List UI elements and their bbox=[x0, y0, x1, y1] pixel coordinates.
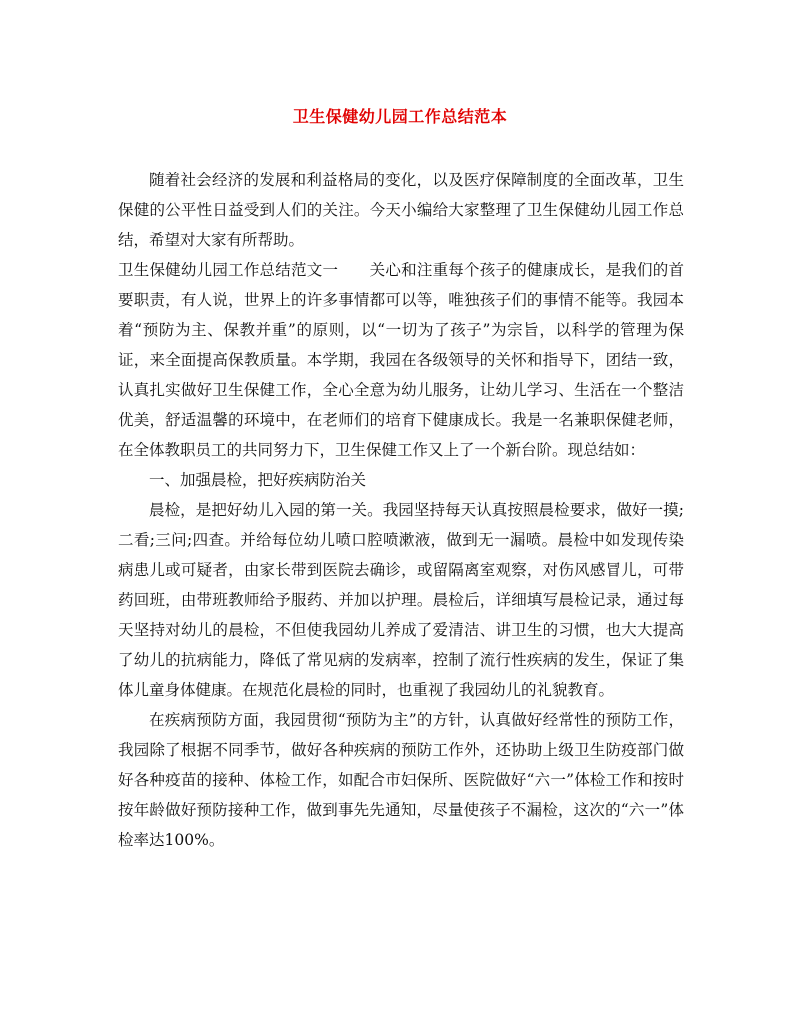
paragraph-intro: 随着社会经济的发展和利益格局的变化，以及医疗保障制度的全面改革，卫生保健的公平性日益受到人们的关注。今天小编给大家整理了卫生保健幼儿园工作总结，希望对大家有所帮助。 bbox=[118, 171, 684, 249]
document-body bbox=[118, 165, 684, 855]
paragraph-sample-one: 卫生保健幼儿园工作总结范文一 关心和注重每个孩子的健康成长，是我们的首要职责，有人说，世界上的许多事情都可以等，唯独孩子们的事情不能等。我园本着“预防为主、保教并重”的原则，以“一切为了孩子”为宗旨，以科学的管理为保证，来全面提高保教质量。本学期，我园在各级领导的关怀和指导下，团结一致，认真扎实做好卫生保健工作，全心全意为幼儿服务，让幼儿学习、生活在一个整洁优美，舒适温馨的环境中，在老师们的培育下健康成长。我是一名兼职保健老师，在全体教职员工的共同努力下，卫生保健工作又上了一个新台阶。现总结如： bbox=[118, 261, 684, 459]
paragraph-disease-prevention: 在疾病预防方面，我园贯彻“预防为主”的方针，认真做好经常性的预防工作，我园除了根据不同季节，做好各种疾病的预防工作外，还协助上级卫生防疫部门做好各种疫苗的接种、体检工作，如配合市妇保所、医院做好“六一”体检工作和按时按年龄做好预防接种工作，做到事先先通知，尽量使孩子不漏检，这次的“六一”体检率达100%。 bbox=[118, 711, 684, 849]
document-title: 卫生保健幼儿园工作总结范本 bbox=[292, 107, 508, 126]
paragraph-morning-check: 晨检，是把好幼儿入园的第一关。我园坚持每天认真按照晨检要求，做好一摸;二看;三问;四查。并给每位幼儿喷口腔喷漱液，做到无一漏喷。晨检中如发现传染病患儿或可疑者，由家长带到医院去确诊，或留隔离室观察，对伤风感冒儿，可带药回班，由带班教师给予服药、并加以护理。晨检后，详细填写晨检记录，通过每天坚持对幼儿的晨检，不但使我园幼儿养成了爱清洁、讲卫生的习惯，也大大提高了幼儿的抗病能力，降低了常见病的发病率，控制了流行性疾病的发生，保证了集体儿童身体健康。在规范化晨检的同时，也重视了我园幼儿的礼貌教育。 bbox=[118, 501, 684, 699]
section-heading-morning-check: 一、加强晨检，把好疾病防治关 bbox=[149, 471, 367, 489]
